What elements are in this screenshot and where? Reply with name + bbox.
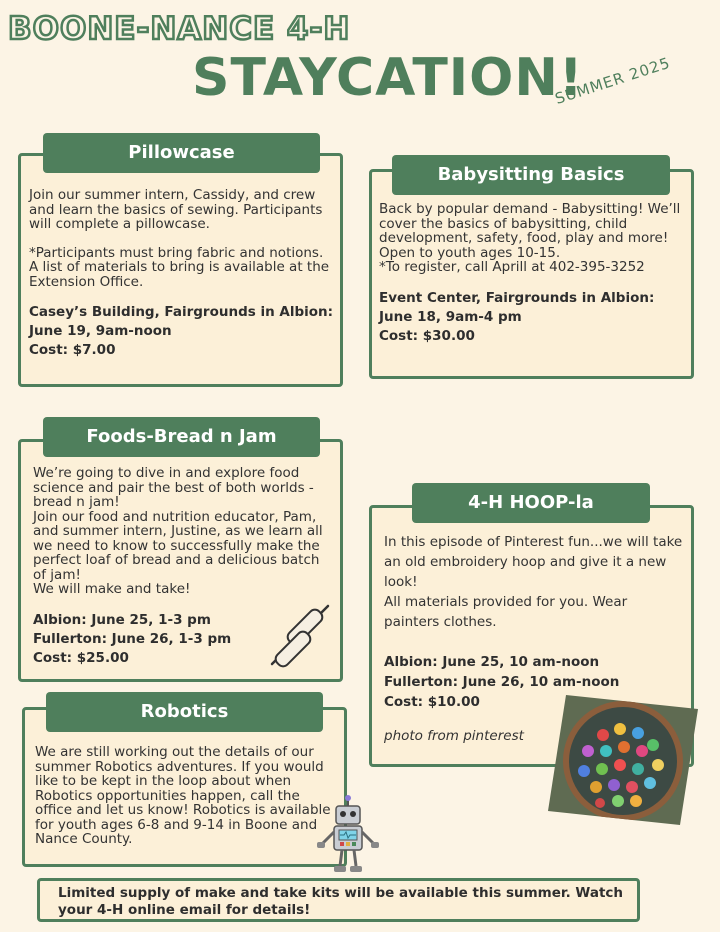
hoopla-materials: All materials provided for you. Wear painters clothes. (384, 594, 628, 630)
pillowcase-note: *Participants must bring fabric and notions. A list of materials to bring is available at the Extension Office. (29, 244, 330, 290)
pillowcase-desc: Join our summer intern, Cassidy, and crew and learn the basics of sewing. Participants will complete a pillowcase. (29, 187, 323, 232)
pillowcase-location: Casey’s Building, Fairgrounds in Albion: (29, 304, 334, 320)
robotics-title: Robotics (46, 692, 323, 732)
foods-fullerton: Fullerton: June 26, 1-3 pm (33, 630, 232, 647)
robot-icon (310, 794, 386, 876)
title-line-2: STAYCATION! (192, 48, 584, 108)
hoopla-title: 4-H HOOP-la (412, 483, 650, 523)
footer-banner (37, 878, 640, 922)
season-label: SUMMER 2025 (552, 53, 673, 108)
embroidery-hoop-photo (548, 695, 698, 825)
pillowcase-cost: Cost: $7.00 (29, 342, 116, 358)
robotics-desc: We are still working out the details of our summer Robotics adventures. If you would like to be kept in the loop about when Robotics opportunities happen, call the office and let us know! Robotics is available for youth ages 6-8 and 9-14 in Boone and Nance County. (35, 744, 331, 847)
babysitting-ages: Open to youth ages 10-15. (379, 244, 561, 261)
pillowcase-title: Pillowcase (43, 133, 320, 173)
babysitting-register: *To register, call Aprill at 402-395-3252 (379, 259, 645, 275)
rolling-pin-icon (266, 600, 338, 672)
hoopla-cost: Cost: $10.00 (384, 694, 480, 710)
hoopla-albion: Albion: June 25, 10 am-noon (384, 654, 600, 670)
foods-desc-2: Join our food and nutrition educator, Pam, and summer intern, Justine, as we learn all we need to know to successfully make the perfect loaf of bread and a delicious batch of jam! (33, 508, 323, 583)
foods-desc-3: We will make and take! (33, 581, 191, 597)
babysitting-location: Event Center, Fairgrounds in Albion: (379, 289, 655, 306)
babysitting-cost: Cost: $30.00 (379, 327, 475, 344)
title-line-1: BOONE-NANCE 4-H (8, 11, 351, 47)
foods-desc: We’re going to dive in and explore food science and pair the best of both worlds - bread n jam! (33, 465, 314, 510)
footer-text: Limited supply of make and take kits will be available this summer. Watch your 4-H online email for details! (58, 885, 624, 918)
babysitting-desc: Back by popular demand - Babysitting! We’ll cover the basics of babysitting, child development, safety, food, play and more! (379, 201, 681, 246)
foods-albion: Albion: June 25, 1-3 pm (33, 611, 211, 628)
robotics-body (35, 745, 340, 847)
babysitting-body (379, 202, 691, 346)
hoopla-photo-credit: photo from pinterest (384, 728, 524, 744)
foods-cost: Cost: $25.00 (33, 649, 129, 666)
pillowcase-body (29, 188, 335, 360)
hoopla-desc: In this episode of Pinterest fun...we will take an old embroidery hoop and give it a new look! (384, 534, 683, 590)
hoopla-fullerton: Fullerton: June 26, 10 am-noon (384, 674, 620, 690)
babysitting-title: Babysitting Basics (392, 155, 670, 195)
babysitting-date: June 18, 9am-4 pm (379, 308, 522, 325)
pillowcase-date: June 19, 9am-noon (29, 323, 172, 339)
foods-title: Foods-Bread n Jam (43, 417, 320, 457)
